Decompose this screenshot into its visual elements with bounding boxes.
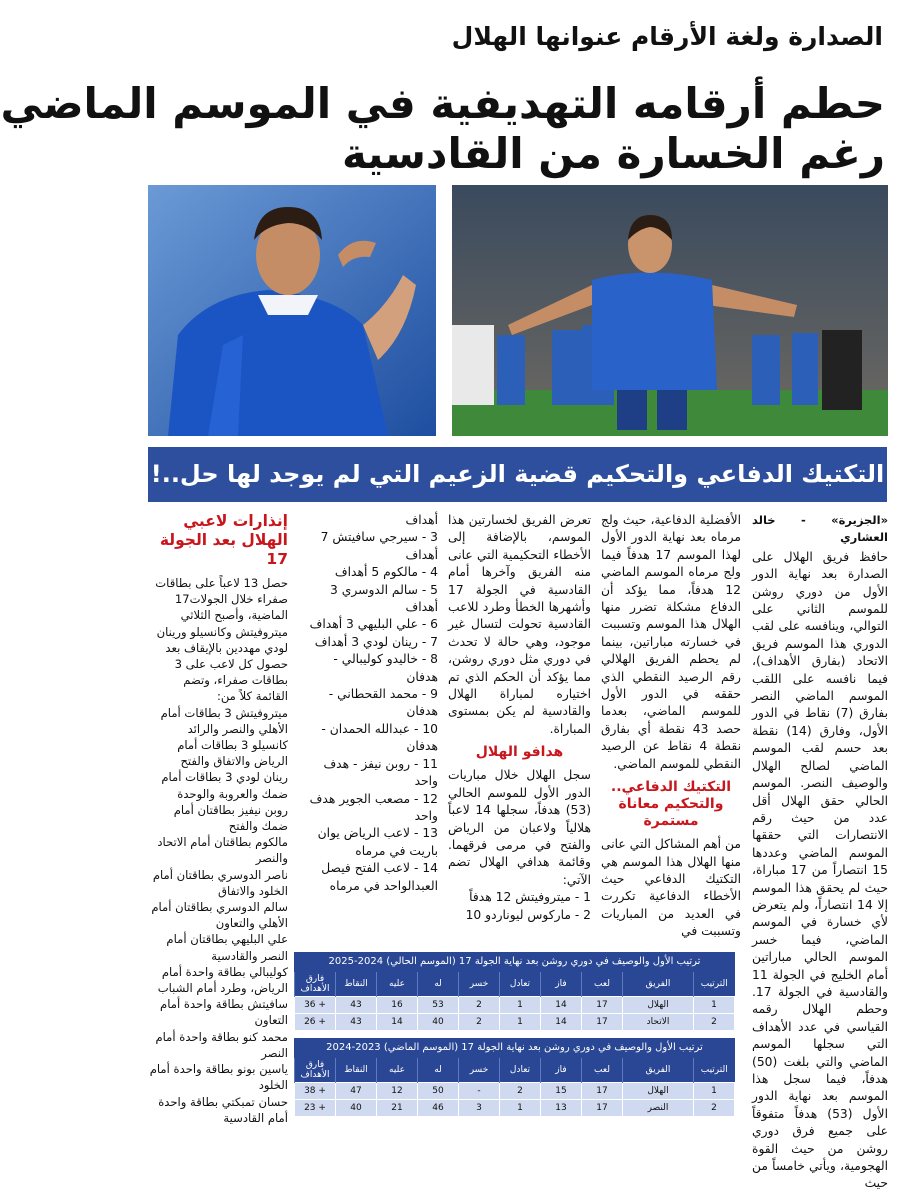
table-header-row: [295, 1058, 735, 1083]
player-portrait-photo: [148, 185, 436, 436]
table-cell: 2: [459, 997, 500, 1014]
scorer-item: أهداف: [405, 513, 438, 527]
article-col3-text-b: سجل الهلال خلال مباريات الدور الأول للموسم الحالي (53) هدفاً، سجلها 14 لاعباً هلالياً ولاعبان من الرياض والفتح في مرمى فرقهما. وقائمة هدافي الهلال تضم الآتي:: [448, 768, 591, 887]
scorer-item: 9 - محمد القحطاني - هدفان: [328, 687, 438, 719]
scorer-item: 4 - مالكوم 5 أهداف: [334, 565, 438, 580]
table-header-cell: تعادل: [500, 1058, 541, 1083]
standings-table-previous: [294, 1038, 735, 1117]
table-cell: 3: [459, 1100, 500, 1117]
table-cell: 15: [541, 1083, 582, 1100]
warning-item: كانسيلو 3 بطاقات أمام الرياض والاتفاق والفتح: [177, 738, 288, 769]
scorer-item: 10 - عبدالله الحمدان - هدفان: [321, 721, 438, 754]
table-row: [295, 1083, 735, 1100]
table-cell: + 36: [295, 997, 336, 1014]
table-header-cell: عليه: [377, 972, 418, 997]
table-cell: 43: [336, 1014, 377, 1031]
table-header-cell: خسر: [459, 972, 500, 997]
table-title: ترتيب الأول والوصيف في دوري روشن بعد نهاية الجولة 17 (الموسم الماضي) 2023-2024: [294, 1038, 735, 1058]
table-cell: 40: [418, 1014, 459, 1031]
table-cell: 16: [377, 997, 418, 1014]
subhead-tactics: التكتيك الدفاعي.. والتحكيم معاناة مستمرة: [610, 779, 732, 830]
table-cell: 53: [418, 997, 459, 1014]
table-cell: 40: [336, 1100, 377, 1117]
scorer-item: 8 - خاليدو كوليبالي - هدفان: [333, 652, 438, 684]
section-banner: التكتيك الدفاعي والتحكيم قضية الزعيم التي لم يوجد لها حل..!: [148, 447, 887, 502]
table-cell: 1: [500, 1014, 541, 1031]
warning-item: محمد كنو بطاقة واحدة أمام النصر: [155, 1029, 288, 1060]
table-cell: 1: [694, 997, 735, 1014]
warning-item: ياسين بونو بطاقة واحدة أمام الخلود: [149, 1062, 288, 1093]
warning-item: علي البليهي بطاقتان أمام النصر والقادسية: [166, 932, 288, 963]
warning-item: حسان تمبكتي بطاقة واحدة أمام القادسية: [158, 1094, 288, 1125]
warning-item: ميتروفيتش 3 بطاقات أمام الأهلي والنصر والرائد: [160, 705, 288, 736]
table-cell: 14: [377, 1014, 418, 1031]
table-cell: + 26: [295, 1014, 336, 1031]
table-cell: 2: [694, 1100, 735, 1117]
article-column-3: [448, 512, 591, 937]
table-cell: 21: [377, 1100, 418, 1117]
table-cell: 1: [694, 1083, 735, 1100]
table-cell: الهلال: [623, 1083, 694, 1100]
scorer-item: 13 - لاعب الرياض يوان باريت في مرماه: [317, 826, 438, 858]
scorer-item: 3 - سيرجي سافيتش 7 أهداف: [320, 530, 438, 562]
table-header-cell: له: [418, 1058, 459, 1083]
table-cell: 2: [694, 1014, 735, 1031]
warning-item: كوليبالي بطاقة واحدة أمام الرياض، وطرد أمام الشباب: [157, 964, 288, 996]
scorer-item: 11 - روبن نيفز - هدف واحد: [323, 756, 438, 789]
table-cell: 12: [377, 1083, 418, 1100]
table-cell: 50: [418, 1083, 459, 1100]
warning-item: رينان لودي 3 بطاقات أمام ضمك والعروبة والوحدة: [161, 770, 288, 801]
table-header-cell: تعادل: [500, 972, 541, 997]
main-headline-line2: رغم الخسارة من القادسية: [341, 129, 885, 178]
main-headline-line1: حطم أرقامه التهديفية في الموسم الماضي: [0, 79, 885, 128]
table-cell: 46: [418, 1100, 459, 1117]
warning-item: سافيتش بطاقة واحدة أمام التعاون: [160, 997, 288, 1028]
table-cell: 17: [582, 1083, 623, 1100]
table-header-cell: النقاط: [336, 1058, 377, 1083]
table-cell: 17: [582, 1100, 623, 1117]
standings-table-current: [294, 952, 735, 1031]
table-cell: 2: [500, 1083, 541, 1100]
article-col1-text: حافظ فريق الهلال على الصدارة بعد نهاية الدور الأول من دوري روشن للموسم الثاني على التوالي، وينافسه على لقب الدوري هذا الموسم فريق الاتحاد (بفارق الأهداف)، فيما نافسه على اللقب الموسم الماضي النصر بفارق (7) نقاط في الدور الأول، وفارق (14) نقطة بعد حسم لقب الموسم الماضي لصالح الهلال والوصيف النصر. الموسم الحالي حقق الهلال أقل عدد من حيث رقم الانتصارات التي حققها الموسم الماضي وعددها 15 انتصاراً من 17 مباراة، حيث لم يحقق هذا الموسم إلا 14 انتصاراً، ولم يتعرض لأي خسارة في الموسم الماضي، فيما خسر الموسم الحالي مباراتين أمام الخليج في الجولة 11 والقادسية في الجولة 17. وحطم الهلال رقمه القياسي في عدد الأهداف التي سجلها الموسم الماضي والتي بلغت (50) هدفاً، فيما سجل هذا الموسم بعد نهاية الدور الأول (53) هدفاً متفوقاً على جميع فرق دوري روشن من حيث القوة الهجومية، ويأتي خامساً من حيث: [752, 549, 888, 1191]
table-row: [295, 1014, 735, 1031]
table-title: ترتيب الأول والوصيف في دوري روشن بعد نهاية الجولة 17 (الموسم الحالي) 2024-2025: [294, 952, 735, 972]
scorer-item: 14 - لاعب الفتح فيصل العبدالواحد في مرماه: [321, 861, 438, 893]
table-header-cell: فاز: [541, 972, 582, 997]
scorer-item: 7 - رينان لودي 3 أهداف: [314, 634, 438, 649]
table-cell: 17: [582, 997, 623, 1014]
table-header-cell: له: [418, 972, 459, 997]
article-byline: «الجزيرة» - خالد العشاري: [752, 513, 888, 545]
table-header-cell: عليه: [377, 1058, 418, 1083]
article-column-1: [752, 512, 888, 1191]
table-cell: 17: [582, 1014, 623, 1031]
warning-item: مالكوم بطاقتان أمام الاتحاد والنصر: [157, 835, 288, 866]
table-header-cell: النقاط: [336, 972, 377, 997]
table-cell: النصر: [623, 1100, 694, 1117]
article-col2-text-a: الأفضلية الدفاعية، حيث ولج مرماه بعد نهاية الدور الأول لهذا الموسم 17 هدفاً فيما ولج مرماه الموسم الماضي 12 هدفاً، مما يؤكد أن الدفاع مشكلة تضرر منها الهلال هذا الموسم وتسببت في خسارته مباراتين، بينما لم يحطم الفريق الهلالي رقم الرصيد النقطي الذي حققه في الدور الأول للموسم الماضي، بعدما حصد 43 نقطة أي بفارق نقطة 4 نقاط عن الرصيد النقطي للموسم الماضي.: [601, 513, 742, 771]
article-column-4: [306, 512, 438, 937]
table-cell: 13: [541, 1100, 582, 1117]
table-cell: الاتحاد: [623, 1014, 694, 1031]
table-cell: 14: [541, 1014, 582, 1031]
table-cell: الهلال: [623, 997, 694, 1014]
scorer-item: 12 - مصعب الجوير هدف واحد: [309, 791, 438, 823]
table-header-cell: الفريق: [623, 1058, 694, 1083]
scorer-item: 5 - سالم الدوسري 3 أهداف: [330, 582, 438, 615]
scorer-item: 6 - علي البليهي 3 أهداف: [309, 617, 438, 632]
table-header-cell: الفريق: [623, 972, 694, 997]
table-cell: 14: [541, 997, 582, 1014]
warnings-column: [148, 512, 288, 1124]
table-row: [295, 997, 735, 1014]
warning-item: حصل 13 لاعباً على بطاقات صفراء خلال الجولات17 الماضية، وأصبح الثلاثي ميتروفيتش وكانسيلو ورينان لودي مهددين بالإيقاف بعد حصول كل لاعب على 3 بطاقات صفراء، وتضم القائمة كلاً من:: [155, 576, 288, 704]
warning-item: سالم الدوسري بطاقتان أمام الأهلي والتعاون: [151, 900, 288, 931]
article-col3-text-a: تعرض الفريق لخسارتين هذا الموسم، بالإضافة إلى الأخطاء التحكيمية التي عانى منه الفريق وآخرها أمام القادسية في الجولة 17 وأشهرها الخطأ وطرد للاعب القادسية تحولت لتسال غير موجود، وهي حالة لا تحدث في دوري مثل دوري روشن، مما يؤكد أن الحكم الذي تم اختياره لمباراة الهلال والقادسية لم يكن بمستوى المباراة.: [448, 513, 591, 736]
scorer-item: 1 - ميتروفيتش 12 هدفاً: [469, 890, 591, 905]
table-header-cell: خسر: [459, 1058, 500, 1083]
table-header-cell: الترتيب: [694, 1058, 735, 1083]
table-cell: + 23: [295, 1100, 336, 1117]
table-header-cell: لعب: [582, 1058, 623, 1083]
table-cell: -: [459, 1083, 500, 1100]
table-header-cell: فارق الأهداف: [295, 972, 336, 997]
table-cell: 43: [336, 997, 377, 1014]
warning-item: روبن نيفيز بطاقتان أمام ضمك والفتح: [173, 802, 288, 834]
table-header-cell: فارق الأهداف: [295, 1058, 336, 1083]
table-cell: 1: [500, 997, 541, 1014]
match-celebration-photo: [452, 185, 888, 436]
table-header-cell: لعب: [582, 972, 623, 997]
table-cell: 2: [459, 1014, 500, 1031]
warnings-title: إنذارات لاعبي الهلال بعد الجولة 17: [159, 512, 288, 568]
kicker-headline: الصدارة ولغة الأرقام عنوانها الهلال: [451, 22, 883, 51]
table-header-row: [295, 972, 735, 997]
table-cell: 1: [500, 1100, 541, 1117]
table-header-cell: فاز: [541, 1058, 582, 1083]
table-cell: 47: [336, 1083, 377, 1100]
subhead-scorers: هدافو الهلال: [475, 744, 564, 761]
scorer-item: 2 - ماركوس ليوناردو 10: [465, 907, 591, 922]
article-column-2: [601, 512, 741, 937]
table-row: [295, 1100, 735, 1117]
article-col2-text-b: من أهم المشاكل التي عانى منها الهلال هذا الموسم هي التكتيك الدفاعي حيث الأخطاء الدفاعية تكررت في العديد من المباريات وتسببت في: [601, 837, 741, 939]
table-header-cell: الترتيب: [694, 972, 735, 997]
table-cell: + 38: [295, 1083, 336, 1100]
warning-item: ناصر الدوسري بطاقتان أمام الخلود والاتفاق: [152, 867, 288, 898]
